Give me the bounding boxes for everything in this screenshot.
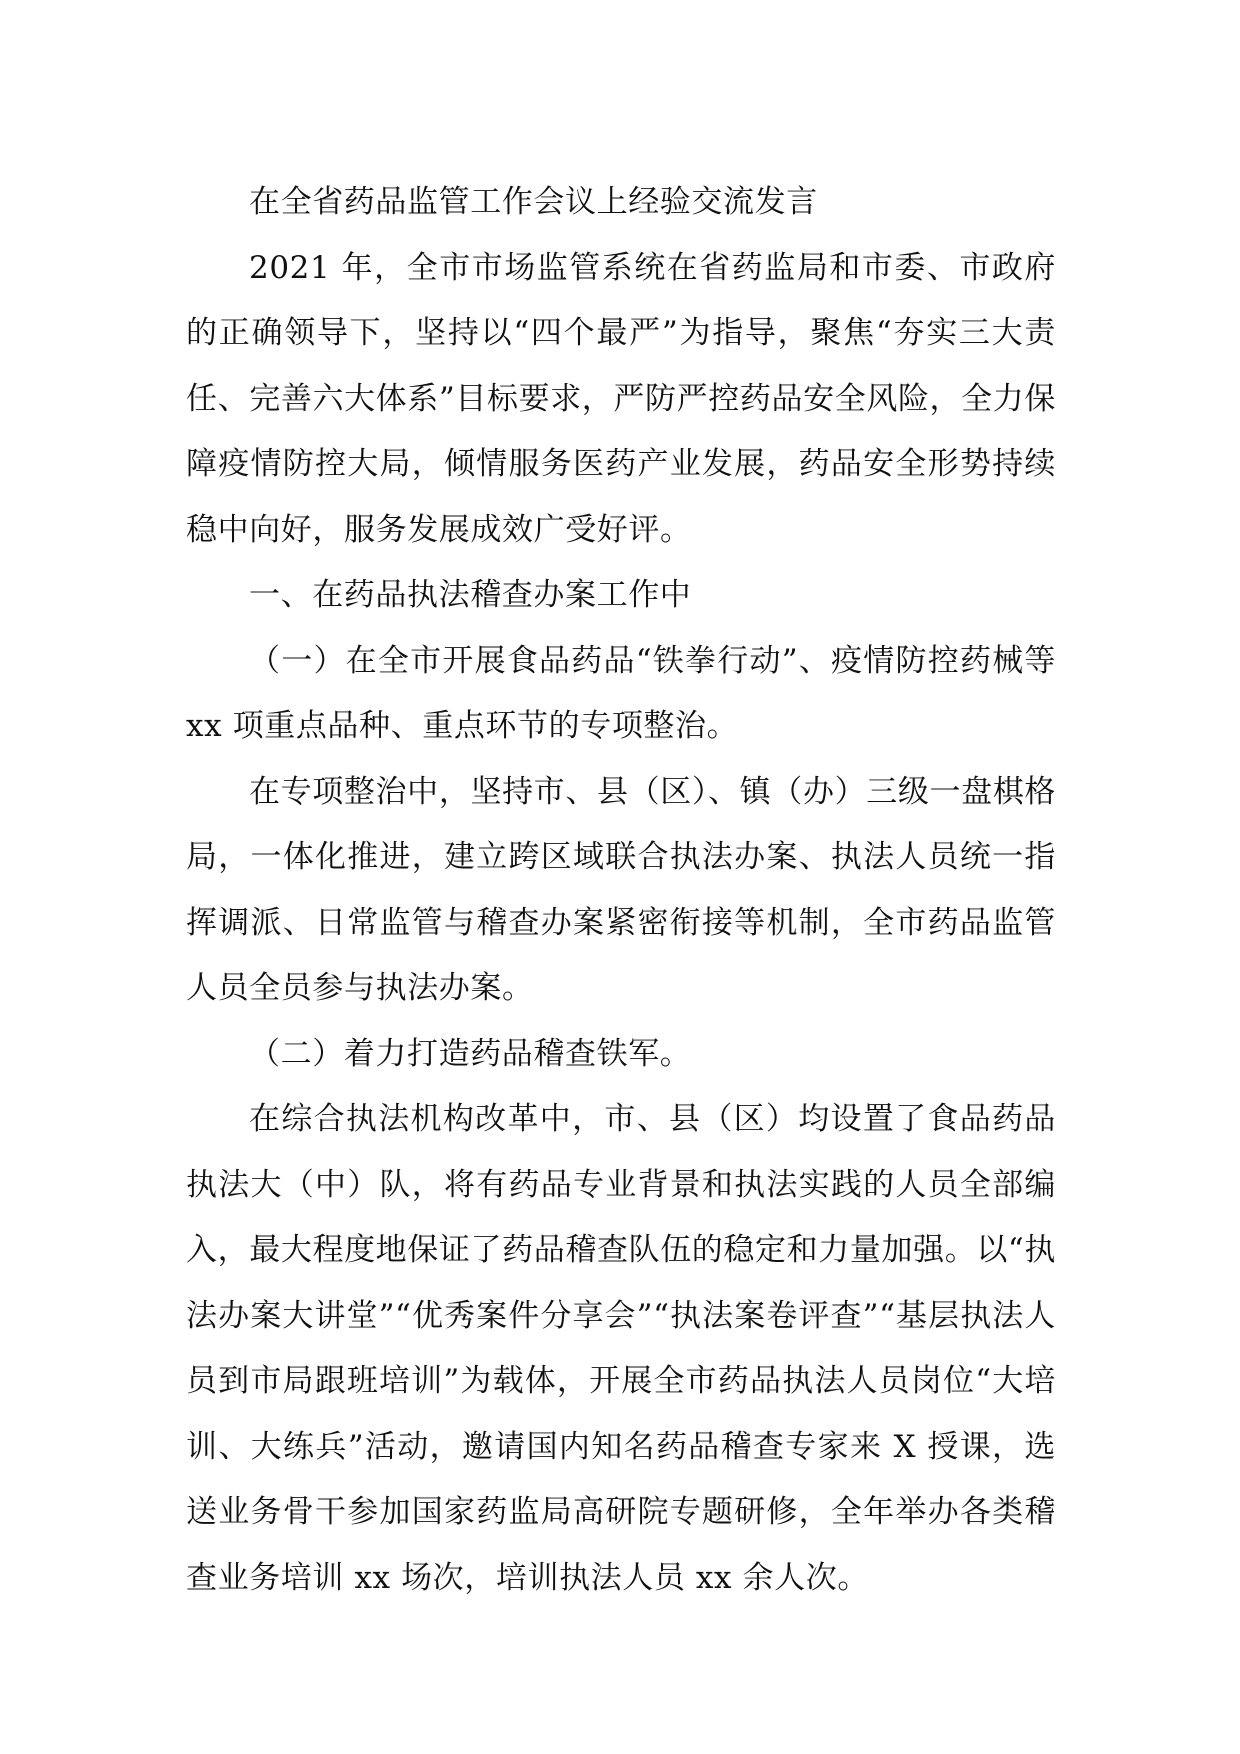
subsection-heading-2: （二）着力打造药品稽查铁军。 (249, 1035, 692, 1072)
subsection-heading-1: （一）在全市开展食品药品“铁拳行动”、疫情防控药械等 xx 项重点品种、重点环节的专项整治。 (186, 642, 1056, 744)
paragraph-enforcement-team: 在综合执法机构改革中，市、县（区）均设置了食品药品执法大（中）队，将有药品专业背景和执法实践的人员全部编入，最大程度地保证了药品稽查队伍的稳定和力量加强。以“执法办案大讲堂”“优秀案件分享会”“执法案卷评查”“基层执法人员到市局跟班培训”为载体，开展全市药品执法人员岗位“大培训、大练兵”活动，邀请国内知名药品稽查专家来 X 授课，选送业务骨干参加国家药监局高研院专题研修，全年举办各类稽查业务培训 xx 场次，培训执法人员 xx 余人次。 (186, 1101, 1056, 1596)
section-heading-1: 一、在药品执法稽查办案工作中 (249, 577, 692, 613)
document-title: 在全省药品监管工作会议上经验交流发言 (249, 184, 818, 220)
paragraph-special-rectification: 在专项整治中，坚持市、县（区）、镇（办）三级一盘棋格局，一体化推进，建立跨区域联合执法办案、执法人员统一指挥调派、日常监管与稽查办案紧密衔接等机制，全市药品监管人员全员参与执法办案。 (186, 773, 1056, 1006)
document-page (186, 170, 1056, 1611)
paragraph-intro: 2021 年，全市市场监管系统在省药监局和市委、市政府的正确领导下，坚持以“四个最严”为指导，聚焦“夯实三大责任、完善六大体系”目标要求，严防严控药品安全风险，全力保障疫情防控大局，倾情服务医药产业发展，药品安全形势持续稳中向好，服务发展成效广受好评。 (186, 249, 1056, 548)
